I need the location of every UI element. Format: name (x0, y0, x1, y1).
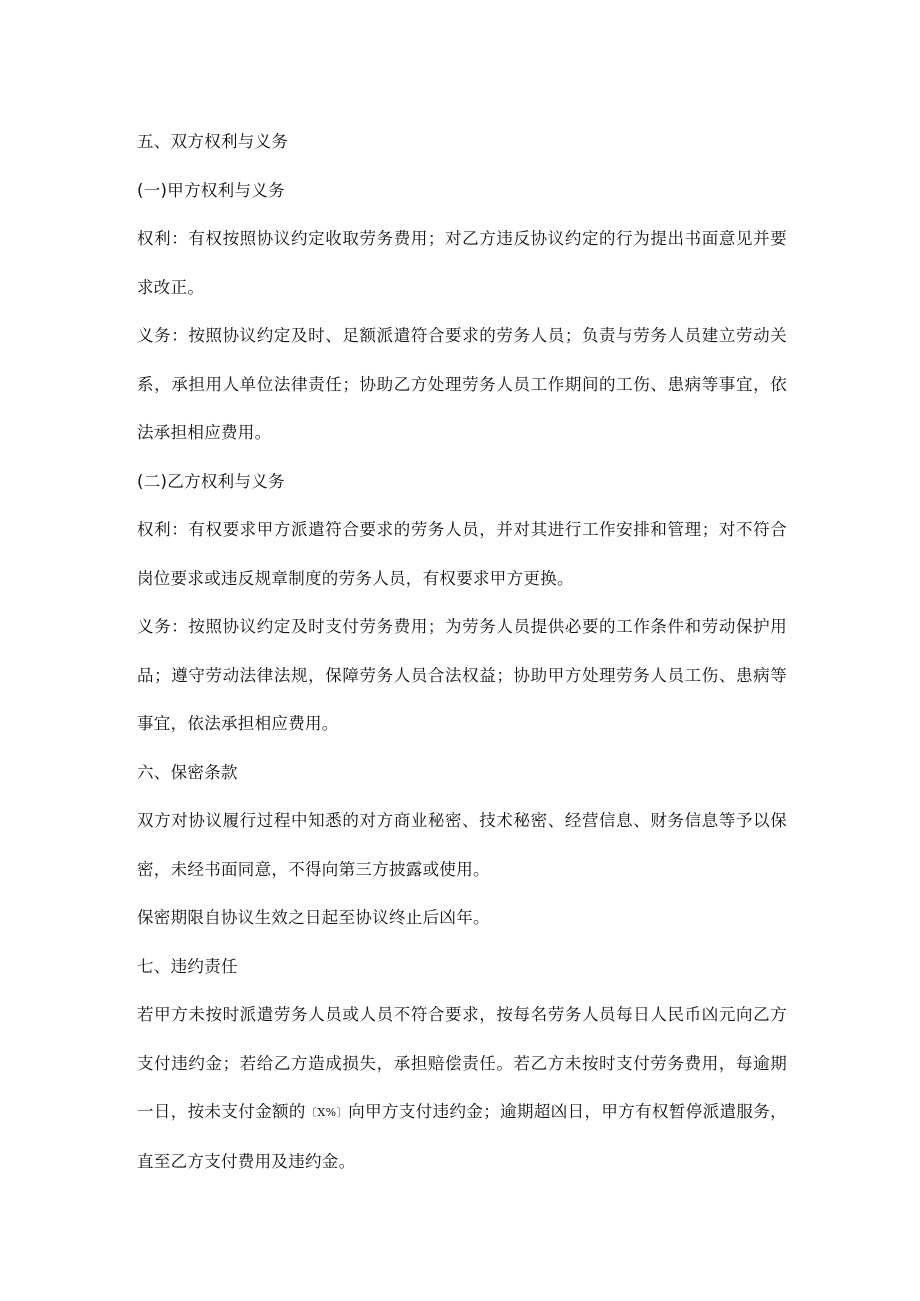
party-b-duties: 义务：按照协议约定及时支付劳务费用；为劳务人员提供必要的工作条件和劳动保护用品；遵守劳动法律法规，保障劳务人员合法权益；协助甲方处理劳务人员工伤、患病等事宜，依法承担相应费用。 (137, 617, 787, 733)
breach-paragraph (137, 991, 787, 1186)
party-b-rights: 权利：有权要求甲方派遣符合要求的劳务人员，并对其进行工作安排和管理；对不符合岗位要求或违反规章制度的劳务人员，有权要求甲方更换。 (137, 520, 787, 588)
penalty-rate-placeholder: 〔X%〕 (305, 1106, 349, 1119)
party-a-heading: (一)甲方权利与义务 (137, 180, 285, 200)
section-7-heading: 七、违约责任 (137, 956, 238, 976)
confidentiality-paragraph: 双方对协议履行过程中知悉的对方商业秘密、技术秘密、经营信息、财务信息等予以保密，未经书面同意，不得向第三方披露或使用。 (137, 811, 787, 879)
section-5-heading: 五、双方权利与义务 (137, 132, 289, 151)
breach-text-start: 若甲方未按时派遣劳务人员或人员不符合要求，按每名劳务人员每日人民币凶元向乙方支付违约金；若给乙方造成损失，承担赔偿责任。若乙方未按时支付劳务费用，每逾期一日，按未支付金额的 (137, 1005, 787, 1121)
breach-text-end: 向甲方支付违约金；逾期超凶日，甲方有权暂停派遣服务，直至乙方支付费用及违约金。 (137, 1102, 787, 1171)
section-6-heading: 六、保密条款 (137, 762, 238, 782)
confidentiality-period: 保密期限自协议生效之日起至协议终止后凶年。 (137, 908, 490, 927)
party-b-heading: (二)乙方权利与义务 (137, 471, 285, 491)
party-a-duties: 义务：按照协议约定及时、足额派遣符合要求的劳务人员；负责与劳务人员建立劳动关系，承担用人单位法律责任；协助乙方处理劳务人员工作期间的工伤、患病等事宜，依法承担相应费用。 (137, 326, 787, 442)
party-a-rights: 权利：有权按照协议约定收取劳务费用；对乙方违反协议约定的行为提出书面意见并要求改正。 (137, 229, 787, 297)
document-page (137, 118, 787, 1186)
